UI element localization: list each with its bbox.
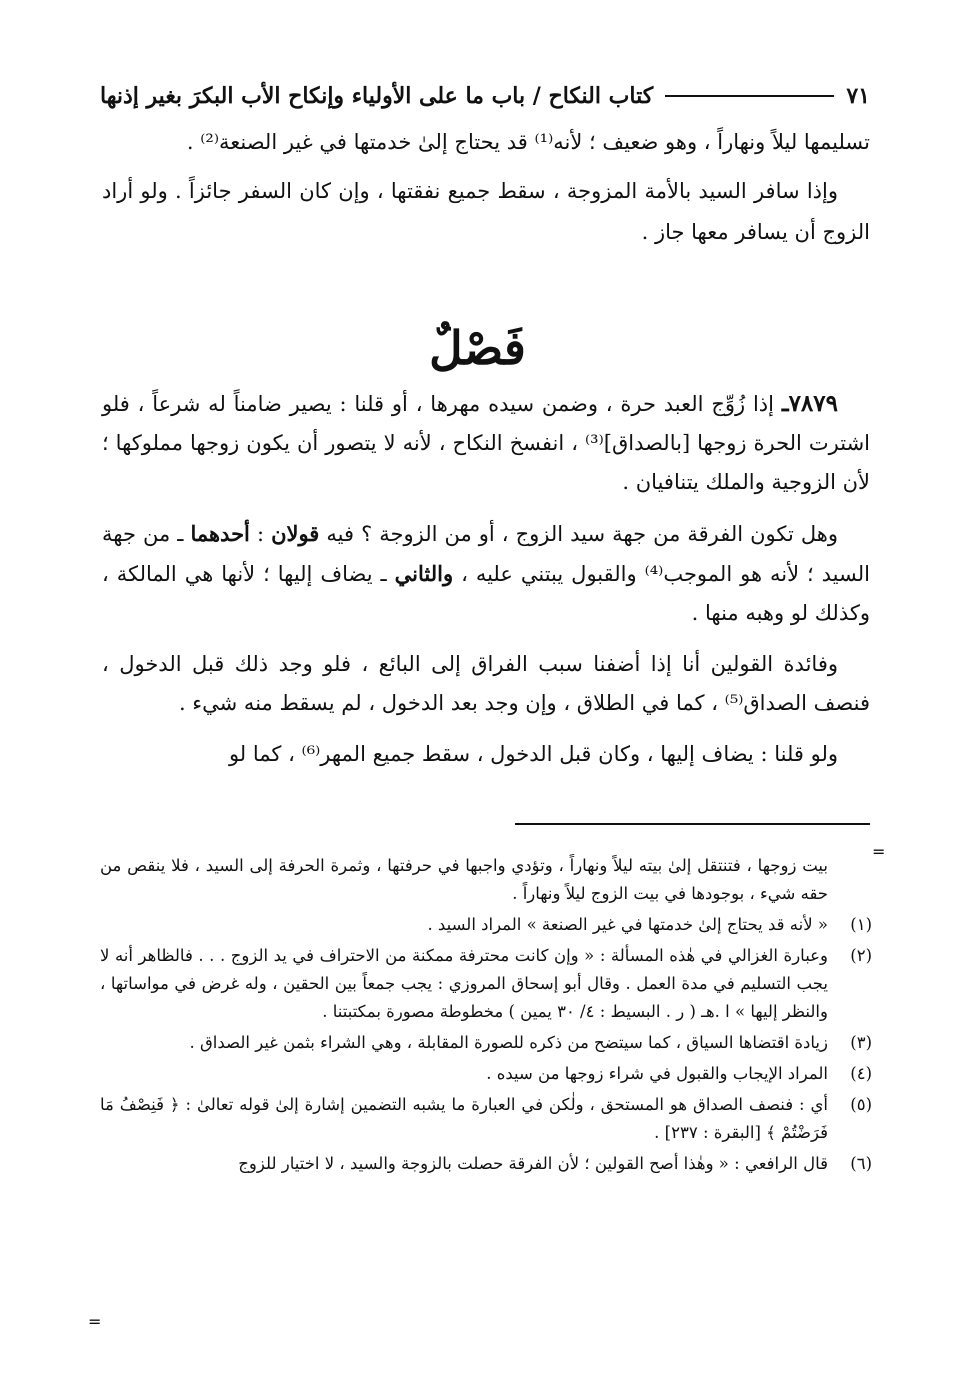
paragraph: وإذا سافر السيد بالأمة المزوجة ، سقط جميع نفقتها ، وإن كان السفر جائزاً . ولو أراد الزوج أن يسافر معها جاز .: [102, 179, 870, 244]
footnote: [100, 1060, 872, 1088]
paragraph: وفائدة القولين أنا إذا أضفنا سبب الفراق إلى البائع ، فلو وجد ذلك قبل الدخول ، فنصف الصداق⁽⁵⁾ ، كما في الطلاق ، وإن وجد بعد الدخول ، لم يسقط منه شيء .: [102, 652, 870, 715]
text-run: ـ يضاف إليها ؛ لأنها هي المالكة ، وكذلك لو وهبه منها .: [102, 562, 870, 625]
footnote-number: (٣): [850, 1033, 872, 1052]
continuation-mark-bottom: =: [88, 1312, 102, 1331]
main-text-section: [102, 384, 870, 786]
header-rule: [665, 95, 834, 97]
footnote-number: (٢): [850, 946, 872, 965]
paragraph-number: ٧٨٧٩ـ: [781, 390, 838, 417]
footnote: [100, 1150, 872, 1178]
continuation-mark-top: =: [872, 842, 886, 861]
footnote-continuation: بيت زوجها ، فتنتقل إلىٰ بيته ليلاً ونهاراً ، وتؤدي واجبها في حرفتها ، وثمرة الحرفة إلى السيد ، فلا ينقص من حقه شيء ، بوجودها في بيت الزوج ليلاً ونهاراً .: [100, 856, 828, 903]
paragraph-7879: [102, 384, 870, 502]
footnote: [100, 911, 872, 939]
footnote-text: « لأنه قد يحتاج إلىٰ خدمتها في غير الصنعة » المراد السيد .: [427, 915, 828, 934]
text-run: :: [256, 522, 265, 546]
footnote-text: وعبارة الغزالي في هٰذه المسألة : « وإن كانت محترفة ممكنة من الاحتراف في يد الزوج . . . فالظاهر أنه لا يجب التسليم في مدة العمل . وقال أبو إسحاق المروزي : يجب جمعاً بين الحقين ، وله غرض في مواساتها ، والنظر إليها » ا .هـ ( ر . البسيط : ٤/ ٣٠ يمين ) مخطوطة مصورة بمكتبتنا .: [100, 946, 828, 1021]
page-number: ٧١: [846, 83, 870, 109]
running-header: [100, 76, 870, 116]
footnote-text: قال الرافعي : « وهٰذا أصح القولين ؛ لأن الفرقة حصلت بالزوجة والسيد ، لا اختيار للزوج: [238, 1154, 828, 1173]
footnote-number: (٥): [850, 1095, 872, 1114]
main-text-top: [102, 122, 870, 261]
footnote-number: (٦): [850, 1154, 872, 1173]
footnote-number: (٤): [850, 1064, 872, 1083]
bold-term: أحدهما: [190, 521, 250, 546]
paragraph: ولو قلنا : يضاف إليها ، وكان قبل الدخول ، سقط جميع المهر⁽⁶⁾ ، كما لو: [228, 742, 838, 766]
paragraph: [102, 514, 870, 633]
footnote: [100, 1091, 872, 1147]
section-heading-ornament: فَصْلٌ: [429, 321, 526, 375]
footnotes: [100, 852, 872, 1181]
footnote: [100, 942, 872, 1026]
running-title: كتاب النكاح / باب ما على الأولياء وإنكاح الأب البكرَ بغير إذنها: [100, 83, 654, 109]
text-run: ـ من جهة السيد ؛ لأنه هو الموجب⁽⁴⁾ والقبول يبتني عليه ،: [102, 522, 870, 586]
footnote-number: (١): [850, 915, 872, 934]
footnote-text: أي : فنصف الصداق هو المستحق ، ولٰكن في العبارة ما يشبه التضمين إشارة إلىٰ قوله تعالىٰ : ﴿ فَنِصْفُ مَا فَرَضْتُمْ ﴾ [البقرة : ٢٣٧] .: [100, 1095, 828, 1142]
footnote-text: زيادة اقتضاها السياق ، كما سيتضح من ذكره للصورة المقابلة ، وهي الشراء بثمن غير الصداق .: [189, 1033, 828, 1052]
footnote-text: المراد الإيجاب والقبول في شراء زوجها من سيده .: [486, 1064, 828, 1083]
text-run: وهل تكون الفرقة من جهة سيد الزوج ، أو من الزوجة ؟ فيه: [326, 522, 838, 546]
bold-term: والثاني: [394, 561, 454, 586]
paragraph: تسليمها ليلاً ونهاراً ، وهو ضعيف ؛ لأنه⁽¹⁾ قد يحتاج إلىٰ خدمتها في غير الصنعة⁽²⁾ .: [186, 130, 870, 154]
bold-term: قولان: [271, 521, 320, 546]
footnote-separator: [515, 823, 870, 825]
footnote: [100, 1029, 872, 1057]
paragraph-text: إذا زُوِّج العبد حرة ، وضمن سيده مهرها ، أو قلنا : يصير ضامناً له شرعاً ، فلو اشترت الحرة زوجها [بالصداق]⁽³⁾ ، انفسخ النكاح ، لأنه لا يتصور أن يكون زوجها مملوكها ؛ لأن الزوجية والملك يتنافيان .: [102, 392, 870, 494]
